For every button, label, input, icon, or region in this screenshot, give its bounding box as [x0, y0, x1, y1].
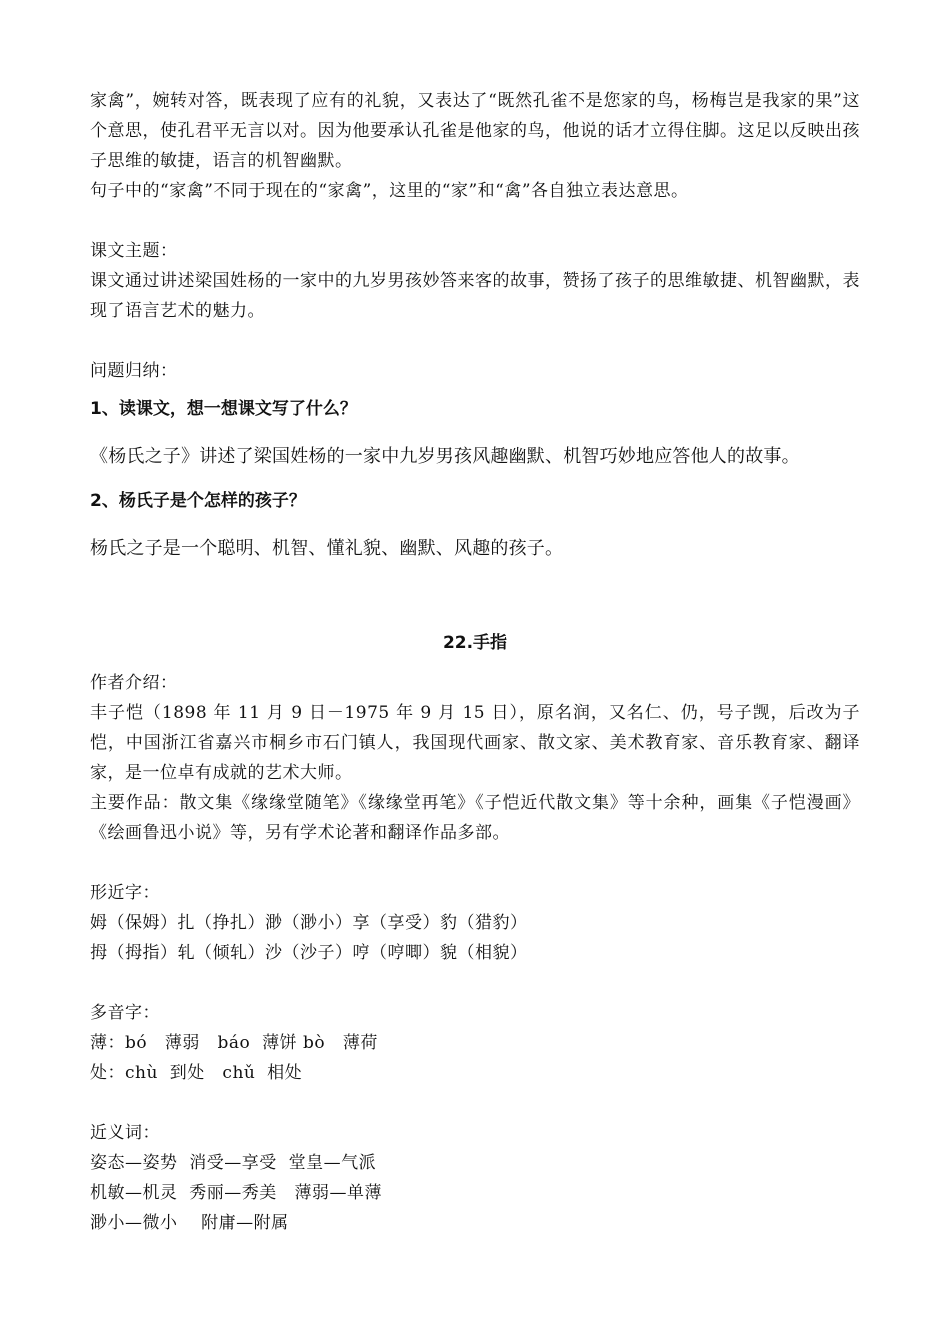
note-paragraph: 句子中的“家禽”不同于现在的“家禽”，这里的“家”和“禽”各自独立表达意思。: [90, 181, 689, 201]
similar-chars-line: 拇（拇指）轧（倾轧）沙（沙子）哼（哼唧）貌（相貌）: [90, 943, 528, 963]
similar-chars-line: 姆（保姆）扎（挣扎）渺（渺小）享（享受）豹（猎豹）: [90, 913, 528, 933]
intro-continuation: 家禽”，婉转对答，既表现了应有的礼貌，又表达了“既然孔雀不是您家的鸟，杨梅岂是我家的果”这个意思，使孔君平无言以对。因为他要承认孔雀是他家的鸟，他说的话才立得住脚。这足以反映出孩子思维的敏捷，语言的机智幽默。: [90, 91, 860, 171]
theme-label: 课文主题：: [90, 241, 178, 261]
question-2: 2、杨氏子是个怎样的孩子？: [90, 491, 306, 511]
synonym-line: 机敏—机灵 秀丽—秀美 薄弱—单薄: [90, 1183, 383, 1203]
author-text: 丰子恺（1898 年 11 月 9 日－1975 年 9 月 15 日），原名润，又名仁、仍，号子觊，后改为子恺，中国浙江省嘉兴市桐乡市石门镇人，我国现代画家、散文家、美术教育家、音乐教育家、翻译家，是一位卓有成就的艺术大师。: [90, 703, 860, 783]
answer-1: 《杨氏之子》讲述了梁国姓杨的一家中九岁男孩风趣幽默、机智巧妙地应答他人的故事。: [90, 446, 800, 467]
question-1: 1、读课文，想一想课文写了什么？: [90, 399, 357, 419]
lesson-title: 22.手指: [442, 633, 508, 653]
synonym-line: 姿态—姿势 消受—享受 堂皇—气派: [90, 1153, 377, 1173]
answer-2: 杨氏之子是一个聪明、机智、懂礼貌、幽默、风趣的孩子。: [90, 538, 564, 559]
synonym-label: 近义词：: [90, 1123, 160, 1143]
questions-label: 问题归纳：: [90, 361, 178, 381]
author-label: 作者介绍：: [90, 673, 178, 693]
similar-chars-label: 形近字：: [90, 883, 160, 903]
polyphone-line: 处：chù 到处 chǔ 相处: [90, 1063, 303, 1083]
document-page: [90, 86, 860, 1238]
theme-text: 课文通过讲述梁国姓杨的一家中的九岁男孩妙答来客的故事，赞扬了孩子的思维敏捷、机智幽默，表现了语言艺术的魅力。: [90, 271, 860, 321]
polyphone-line: 薄：bó 薄弱 báo 薄饼 bò 薄荷: [90, 1033, 378, 1053]
synonym-line: 渺小—微小 附庸—附属: [90, 1213, 289, 1233]
works-text: 主要作品：散文集《缘缘堂随笔》《缘缘堂再笔》《子恺近代散文集》等十余种，画集《子恺漫画》《绘画鲁迅小说》等，另有学术论著和翻译作品多部。: [90, 793, 860, 843]
polyphone-label: 多音字：: [90, 1003, 160, 1023]
